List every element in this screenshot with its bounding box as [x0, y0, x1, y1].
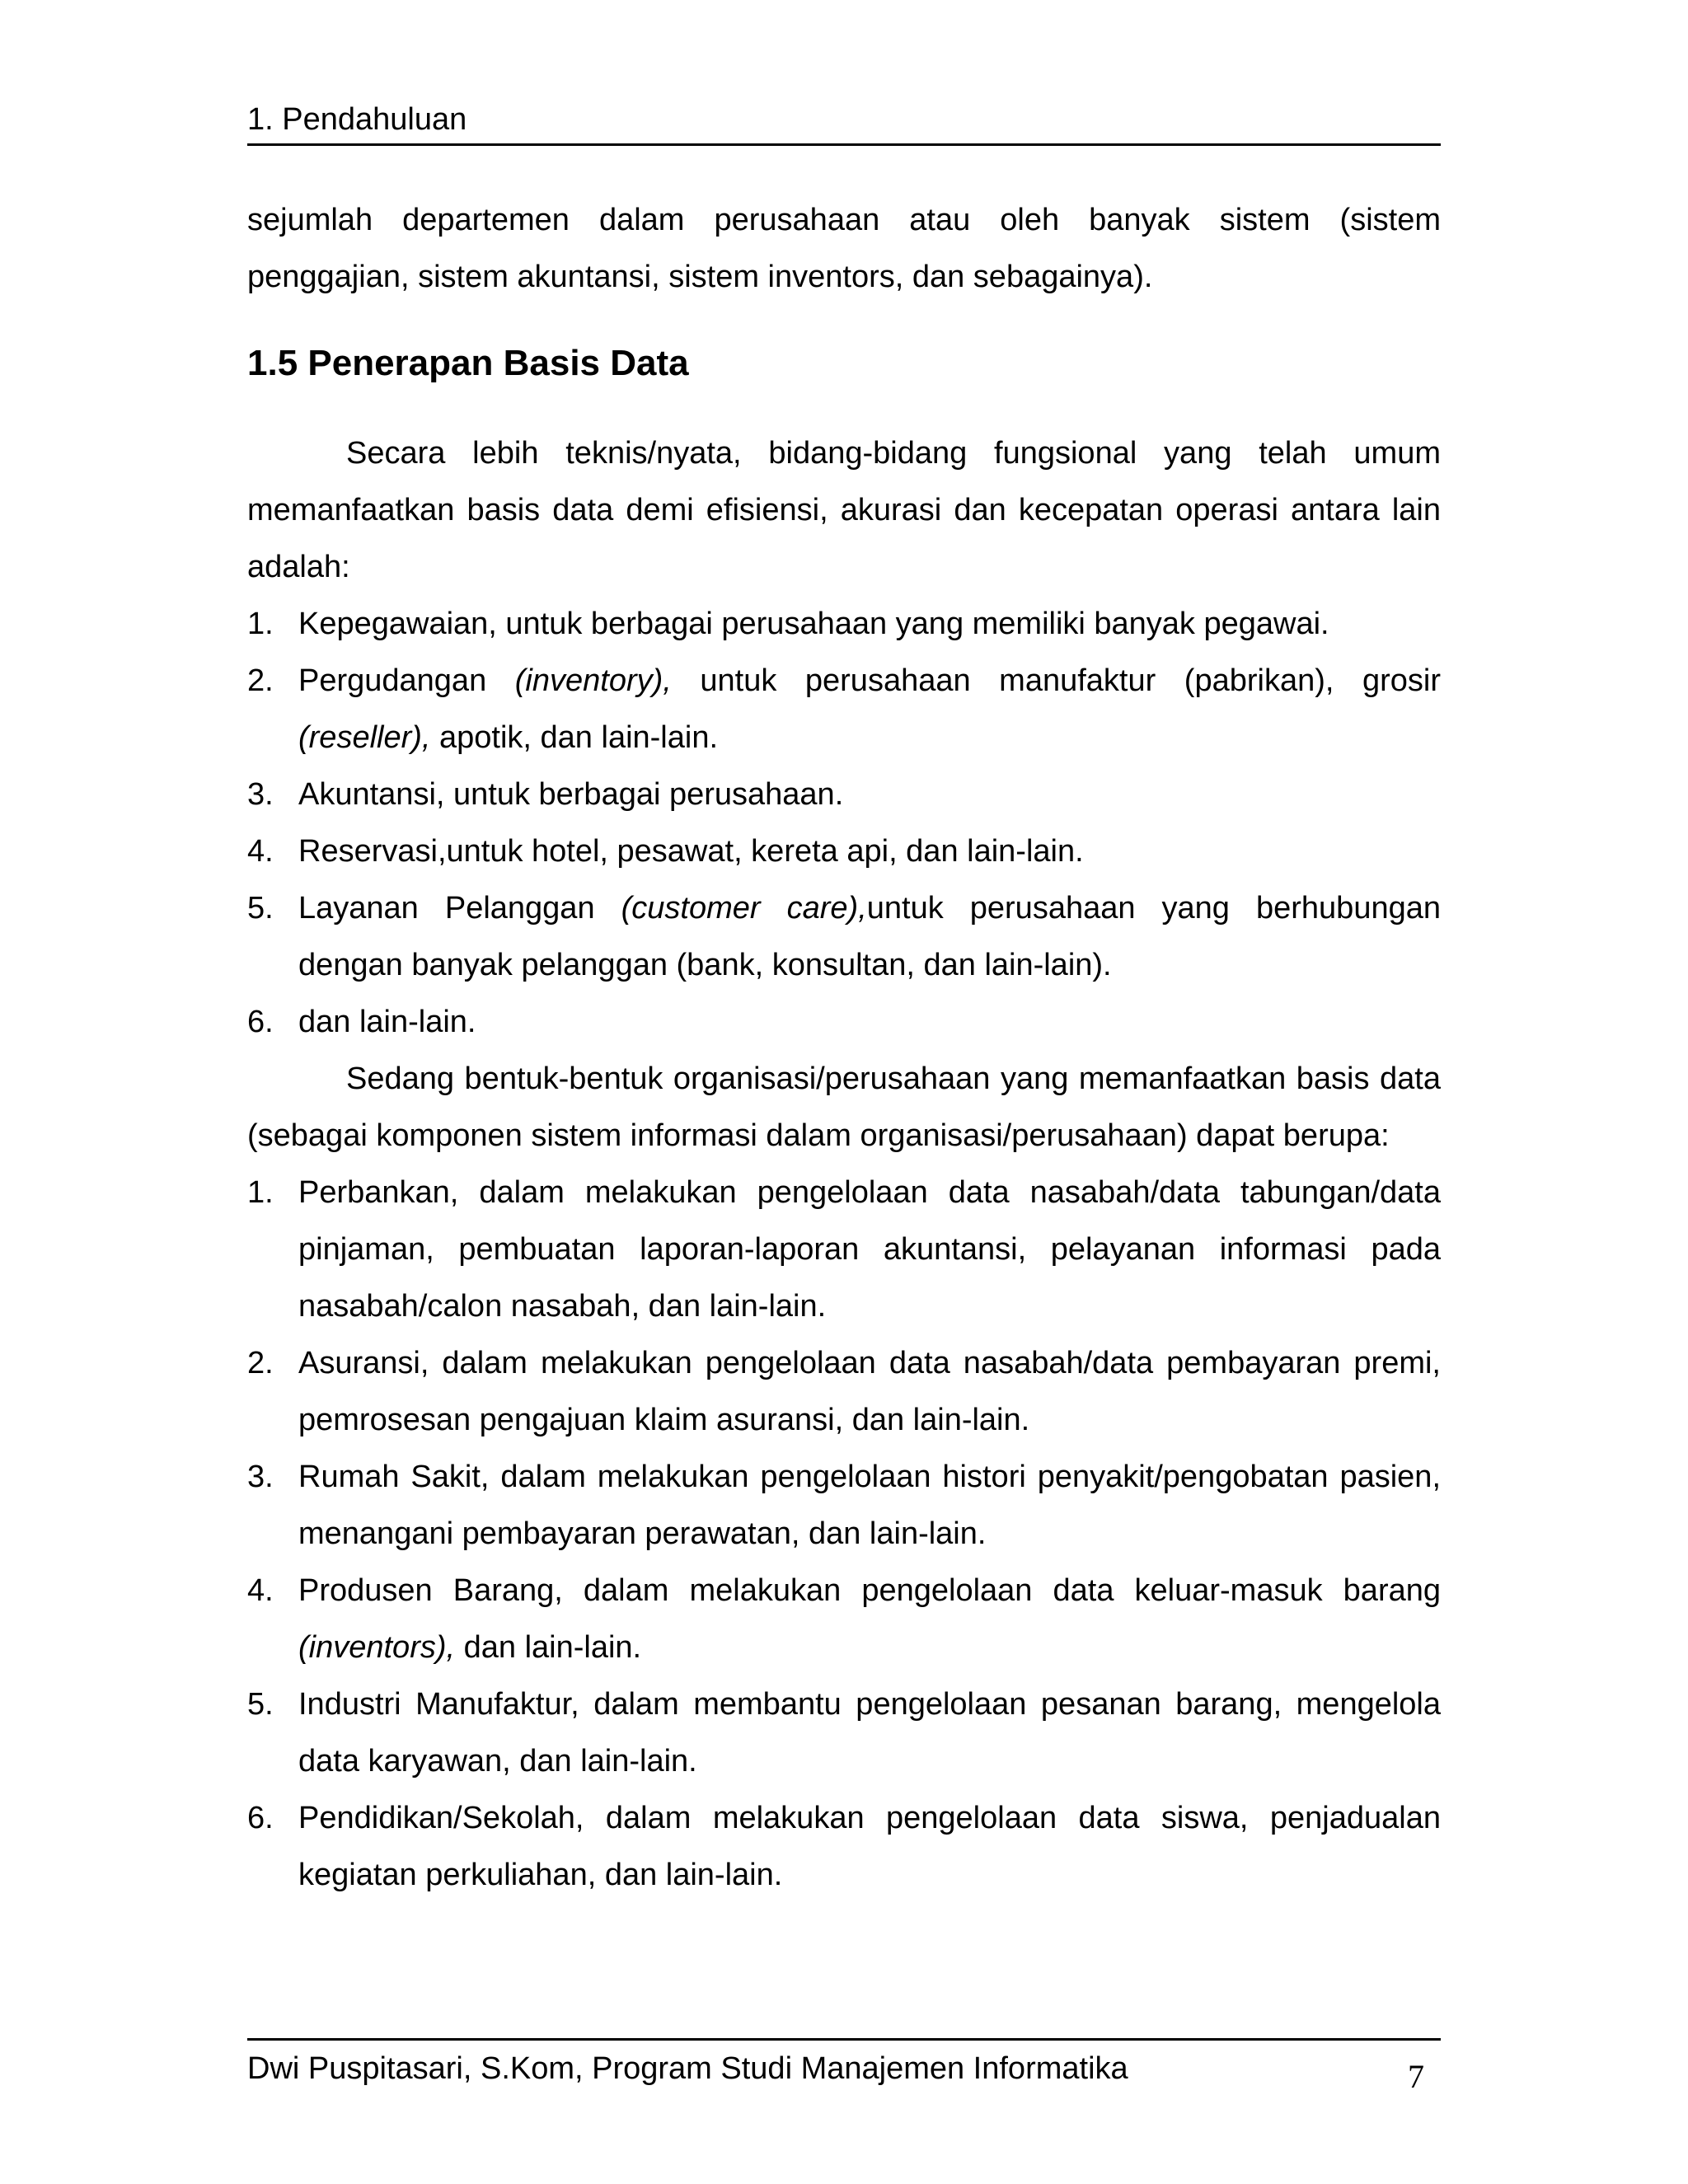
section-heading: 1.5 Penerapan Basis Data — [247, 343, 689, 383]
italic-term: (reseller), — [298, 720, 431, 755]
list-item — [247, 880, 1441, 994]
list-number: 3. — [247, 1460, 274, 1494]
list-text: Pergudangan (inventory), untuk perusahaan manufaktur (pabrikan), grosir (reseller), apotik, dan lain-lain. — [298, 663, 1442, 755]
list-text: Layanan Pelanggan (customer care),untuk perusahaan yang berhubungan dengan banyak pelanggan (bank, konsultan, dan lain-lain). — [298, 891, 1441, 982]
paragraph-organizations: Sedang bentuk-bentuk organisasi/perusahaan yang memanfaatkan basis data (sebagai komponen sistem informasi dalam organisasi/perusahaan) dapat berupa: — [247, 1062, 1441, 1153]
list-number: 5. — [247, 891, 274, 926]
list-item — [247, 1449, 1441, 1563]
list-number: 3. — [247, 777, 274, 812]
footer-divider — [247, 2038, 1441, 2041]
list-text: Kepegawaian, untuk berbagai perusahaan yang memiliki banyak pegawai. — [298, 607, 1329, 641]
list-text: Perbankan, dalam melakukan pengelolaan data nasabah/data tabungan/data pinjaman, pembuatan laporan-laporan akuntansi, pelayanan informasi pada nasabah/calon nasabah, dan lain-lain. — [298, 1175, 1441, 1324]
list-item — [247, 766, 1441, 823]
page-number: 7 — [1408, 2058, 1424, 2095]
list-text: Pendidikan/Sekolah, dalam melakukan pengelolaan data siswa, penjadualan kegiatan perkuliahan, dan lain-lain. — [298, 1801, 1441, 1892]
list-item — [247, 1563, 1441, 1676]
paragraph-functional-areas: Secara lebih teknis/nyata, bidang-bidang fungsional yang telah umum memanfaatkan basis data demi efisiensi, akurasi dan kecepatan operasi antara lain adalah: — [247, 436, 1441, 584]
list-text: Reservasi,untuk hotel, pesawat, kereta api, dan lain-lain. — [298, 834, 1084, 869]
italic-term: (inventors), — [298, 1630, 456, 1665]
footer-author: Dwi Puspitasari, S.Kom, Program Studi Manajemen Informatika — [247, 2051, 1128, 2086]
list-number: 1. — [247, 607, 274, 641]
list-number: 2. — [247, 663, 274, 698]
italic-term: (customer care), — [621, 891, 867, 926]
functional-areas-list — [247, 596, 1441, 1051]
list-item — [247, 596, 1441, 653]
list-number: 6. — [247, 1005, 274, 1039]
list-number: 4. — [247, 1573, 274, 1608]
list-text: Akuntansi, untuk berbagai perusahaan. — [298, 777, 844, 812]
list-item — [247, 1790, 1441, 1904]
list-number: 2. — [247, 1346, 274, 1380]
list-text: Produsen Barang, dalam melakukan pengelolaan data keluar-masuk barang (inventors), dan lain-lain. — [298, 1573, 1441, 1665]
list-item — [247, 653, 1441, 766]
list-item — [247, 1165, 1441, 1335]
list-number: 5. — [247, 1687, 274, 1722]
list-item — [247, 823, 1441, 880]
list-item — [247, 1335, 1441, 1449]
list-text: Industri Manufaktur, dalam membantu pengelolaan pesanan barang, mengelola data karyawan, dan lain-lain. — [298, 1687, 1441, 1779]
list-item — [247, 994, 1441, 1051]
organizations-list — [247, 1165, 1441, 1904]
list-number: 1. — [247, 1175, 274, 1210]
list-text: Asuransi, dalam melakukan pengelolaan data nasabah/data pembayaran premi, pemrosesan pengajuan klaim asuransi, dan lain-lain. — [298, 1346, 1441, 1437]
list-number: 4. — [247, 834, 274, 869]
italic-term: (inventory), — [514, 663, 672, 698]
running-header: 1. Pendahuluan — [247, 99, 1441, 146]
intro-paragraph: sejumlah departemen dalam perusahaan atau oleh banyak sistem (sistem penggajian, sistem akuntansi, sistem inventors, dan sebagainya). — [247, 203, 1441, 294]
page-body — [247, 192, 1441, 1904]
list-number: 6. — [247, 1801, 274, 1835]
list-text: dan lain-lain. — [298, 1005, 476, 1039]
list-text: Rumah Sakit, dalam melakukan pengelolaan histori penyakit/pengobatan pasien, menangani pembayaran perawatan, dan lain-lain. — [298, 1460, 1441, 1551]
list-item — [247, 1676, 1441, 1790]
